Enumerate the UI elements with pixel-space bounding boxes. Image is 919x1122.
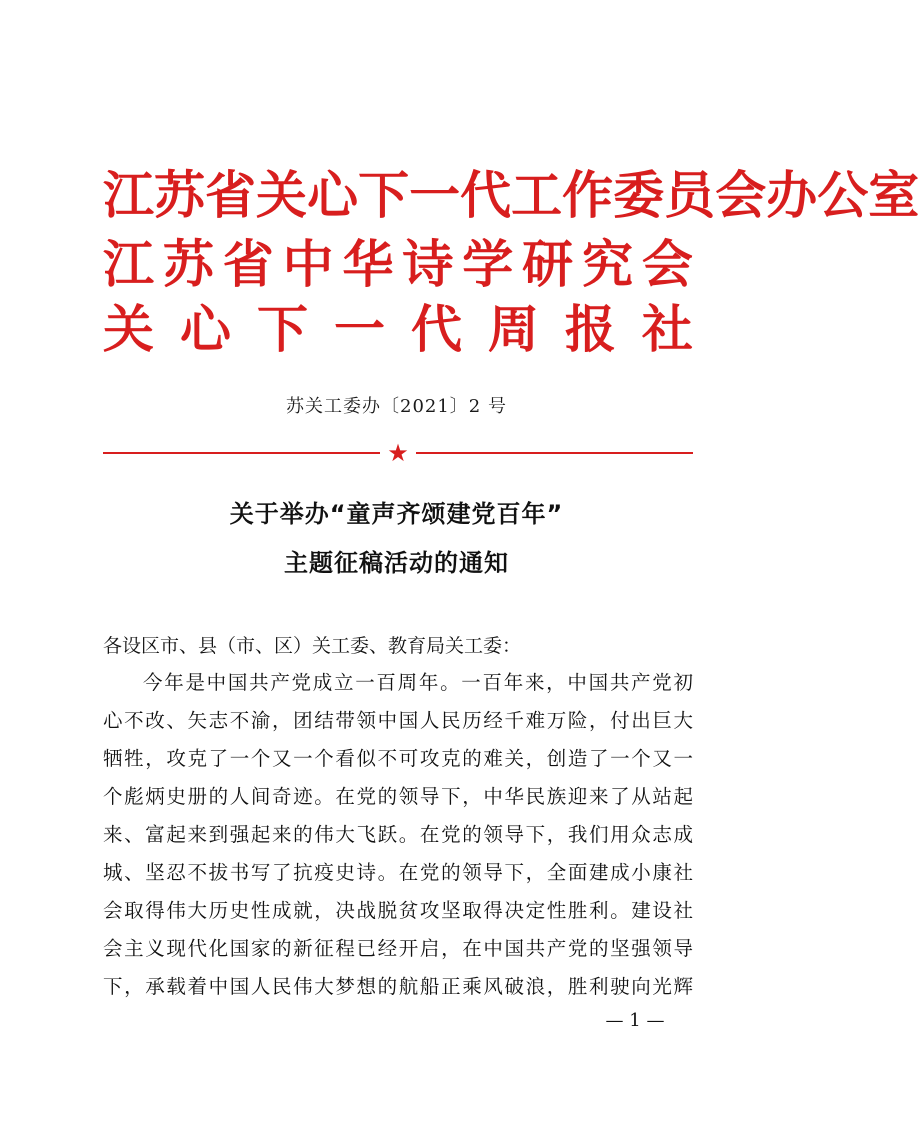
document-number: 苏关工委办〔2021〕2 号: [286, 396, 507, 417]
divider-rule-right: [416, 452, 693, 454]
red-divider: [103, 441, 693, 465]
divider-rule-left: [103, 452, 380, 454]
header-char: 关: [103, 301, 155, 360]
header-line-2: [103, 232, 693, 300]
header-char: 江: [103, 167, 155, 226]
header-char: 省: [222, 236, 274, 295]
body-line: 来、富起来到强起来的伟大飞跃。在党的领导下，我们用众志成: [103, 823, 693, 846]
body-line: 心不改、矢志不渝，团结带领中国人民历经千难万险，付出巨大: [103, 709, 693, 732]
header-char: 工: [511, 167, 563, 226]
header-char: 代: [410, 301, 462, 360]
header-char: 华: [342, 236, 394, 295]
star-icon: ★: [387, 439, 409, 467]
body-line: 会取得伟大历史性成就，决战脱贫攻坚取得决定性胜利。建设社: [103, 899, 693, 922]
header-char: 社: [641, 301, 693, 360]
header-char: 报: [564, 301, 616, 360]
header-char: 会: [641, 236, 693, 295]
page-number: — 1 —: [605, 1010, 665, 1031]
header-char: 心: [307, 167, 359, 226]
body-line: 下，承载着中国人民伟大梦想的航船正乘风破浪，胜利驶向光辉: [103, 975, 693, 998]
header-line-1: [103, 163, 919, 231]
header-char: 员: [664, 167, 716, 226]
header-char: 江: [103, 236, 155, 295]
header-char: 苏: [162, 236, 214, 295]
body-line: 城、坚忍不拔书写了抗疫史诗。在党的领导下，全面建成小康社: [103, 861, 693, 884]
header-line-3: [103, 297, 693, 365]
salutation: 各设区市、县（市、区）关工委、教育局关工委：: [103, 635, 522, 657]
header-char: 下: [256, 301, 308, 360]
header-char: 下: [358, 167, 410, 226]
header-char: 学: [462, 236, 514, 295]
header-char: 省: [205, 167, 257, 226]
header-char: 会: [715, 167, 767, 226]
notice-title-line-2: 主题征稿活动的通知: [284, 549, 509, 577]
header-char: 心: [179, 301, 231, 360]
header-char: 作: [562, 167, 614, 226]
header-char: 苏: [154, 167, 206, 226]
header-char: 公: [817, 167, 869, 226]
header-char: 办: [766, 167, 818, 226]
header-char: 一: [333, 301, 385, 360]
body-line: 会主义现代化国家的新征程已经开启，在中国共产党的坚强领导: [103, 937, 693, 960]
header-char: 中: [282, 236, 334, 295]
body-line: 牺牲，攻克了一个又一个看似不可攻克的难关，创造了一个又一: [103, 747, 693, 770]
header-char: 一: [409, 167, 461, 226]
header-char: 诗: [402, 236, 454, 295]
header-char: 关: [256, 167, 308, 226]
body-line: 今年是中国共产党成立一百周年。一百年来，中国共产党初: [143, 671, 693, 694]
header-char: 周: [487, 301, 539, 360]
header-char: 研: [522, 236, 574, 295]
header-char: 代: [460, 167, 512, 226]
header-char: 室: [868, 167, 919, 226]
body-line: 个彪炳史册的人间奇迹。在党的领导下，中华民族迎来了从站起: [103, 785, 693, 808]
header-char: 委: [613, 167, 665, 226]
notice-title-line-1: 关于举办“童声齐颂建党百年”: [229, 500, 564, 528]
header-char: 究: [582, 236, 634, 295]
